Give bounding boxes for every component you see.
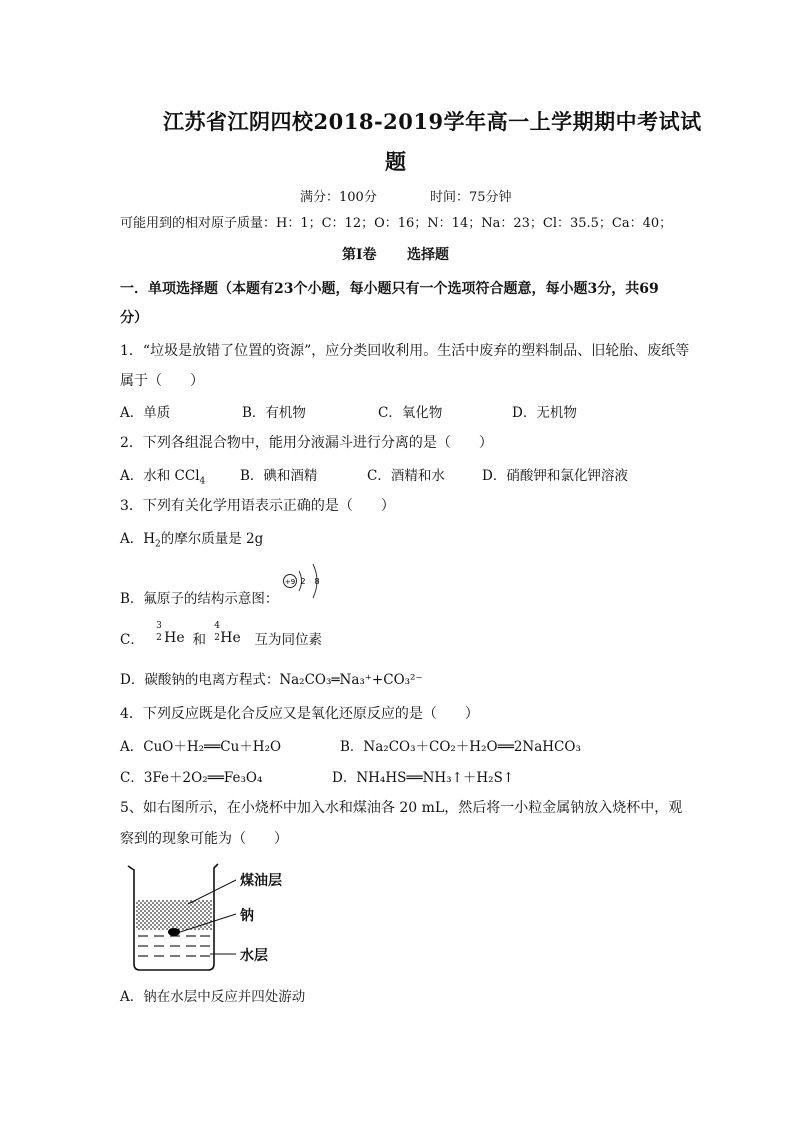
exam-time: 时间：75分钟	[430, 190, 512, 205]
fluorine-atom-diagram	[280, 562, 330, 604]
question-4-option-b: B．Na₂CO₃＋CO₂＋H₂O══2NaHCO₃	[340, 739, 581, 755]
question-2-option-d: D．硝酸钾和氯化钾溶液	[482, 468, 628, 484]
label-water-layer: 水层	[240, 948, 268, 964]
question-2-stem: 2．下列各组混合物中，能用分液漏斗进行分离的是（ ）	[120, 435, 493, 451]
question-5-stem: 5、如右图所示，在小烧杯中加入水和煤油各 20 mL，然后将一小粒金属钠放入烧杯中，观	[120, 800, 683, 816]
label-sodium: 钠	[240, 908, 254, 924]
page-title: 江苏省江阴四校2018-2019学年高一上学期期中考试试	[163, 109, 702, 134]
question-4-option-d: D．NH₄HS══NH₃↑＋H₂S↑	[332, 770, 515, 786]
part-name: 选择题	[407, 247, 449, 263]
section-heading-continued: 分）	[120, 310, 148, 326]
question-3-option-c: C． 3 2 He 和 4 2 He 互为同位素	[120, 628, 322, 651]
part-label: 第Ⅰ卷	[342, 247, 377, 263]
question-3-option-b: B．氟原子的结构示意图：	[120, 591, 279, 607]
helium-4-isotope: 4 2 He	[214, 620, 241, 646]
section-heading: 一．单项选择题（本题有23个小题，每小题只有一个选项符合题意，每小题3分，共69	[120, 281, 659, 297]
label-kerosene-layer: 煤油层	[240, 873, 282, 889]
atomic-mass-line: 可能用到的相对原子质量：H：1；C：12；O：16；N：14；Na：23；Cl：35.5；Ca：40；	[120, 216, 673, 231]
question-1-option-c: C．氧化物	[378, 405, 443, 421]
question-4-option-c: C．3Fe＋2O₂══Fe₃O₄	[120, 770, 263, 786]
question-1-option-b: B．有机物	[242, 405, 306, 421]
question-1-stem-continued: 属于（ ）	[120, 373, 204, 389]
question-2-option-b: B．碘和酒精	[240, 468, 318, 484]
question-1-option-d: D．无机物	[512, 405, 577, 421]
atom-shell-1-electrons: 2	[300, 577, 306, 586]
question-2-option-a: A．水和 CCl$_4$	[120, 468, 206, 487]
question-4-stem: 4．下列反应既是化合反应又是氧化还原反应的是（ ）	[120, 706, 479, 722]
full-score: 满分：100分	[300, 190, 377, 205]
question-1-stem: 1．“垃圾是放错了位置的资源”，应分类回收利用。生活中废弃的塑料制品、旧轮胎、废纸等	[120, 343, 690, 359]
question-2-option-c: C．酒精和水	[367, 468, 445, 484]
question-3-stem: 3．下列有关化学用语表示正确的是（ ）	[120, 498, 395, 514]
water-layer	[138, 936, 210, 956]
atom-nucleus-charge: +9	[284, 578, 296, 586]
sodium-piece	[168, 928, 180, 936]
question-4-option-a: A．CuO＋H₂══Cu＋H₂O	[120, 739, 282, 755]
question-5-stem-continued: 察到的现象可能为（ ）	[120, 831, 288, 847]
page-title-continued: 题	[385, 149, 407, 174]
question-1-option-a: A．单质	[120, 405, 171, 421]
question-3-option-a: A．$H_2$的摩尔质量是 2g	[120, 531, 264, 550]
question-3-option-d: D．碳酸钠的电离方程式：Na₂CO₃═Na₃⁺+CO₃²⁻	[120, 672, 423, 688]
helium-3-isotope: 3 2 He	[156, 620, 185, 646]
question-5-option-a: A．钠在水层中反应并四处游动	[120, 989, 306, 1005]
atom-shell-2-electrons: 8	[314, 577, 320, 586]
